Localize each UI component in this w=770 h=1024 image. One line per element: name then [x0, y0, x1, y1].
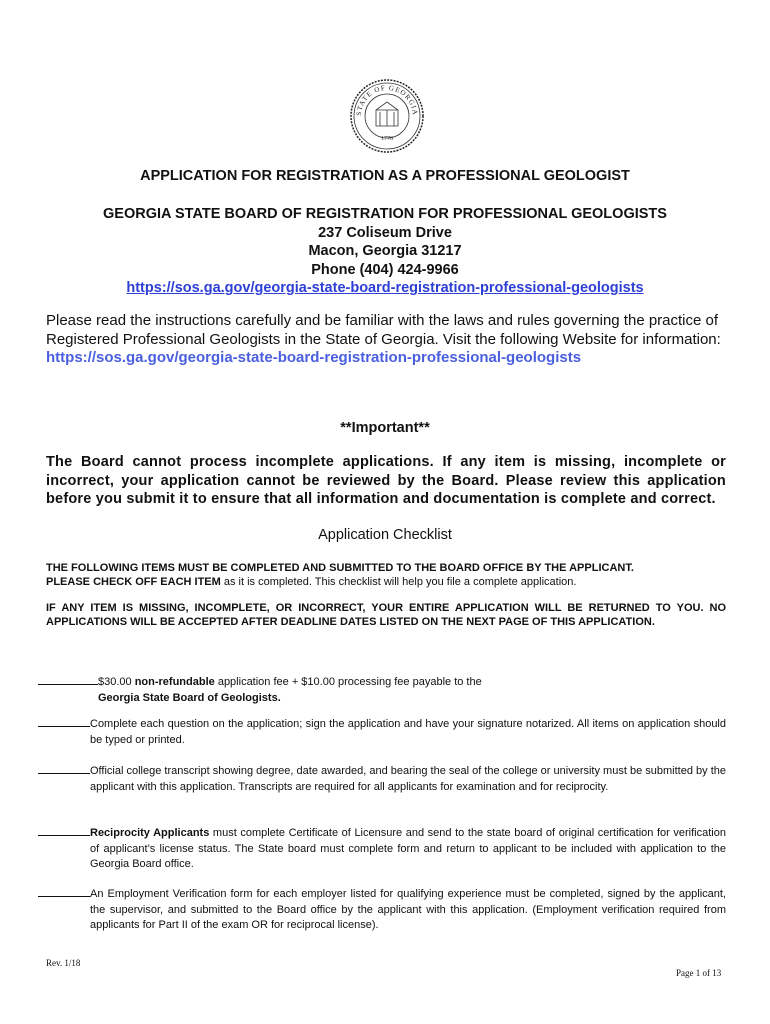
state-seal	[349, 78, 425, 154]
page-title: APPLICATION FOR REGISTRATION AS A PROFESSIONAL GEOLOGIST	[140, 168, 630, 184]
page-number: Page 1 of 13	[676, 968, 722, 978]
board-address-block	[0, 205, 770, 298]
checklist-item-complete	[90, 716, 726, 748]
checklist-instructions	[46, 561, 726, 589]
checklist-title: Application Checklist	[318, 527, 452, 543]
important-heading: **Important**	[340, 420, 430, 436]
board-name: GEORGIA STATE BOARD OF REGISTRATION FOR PROFESSIONAL GEOLOGISTS	[103, 206, 667, 222]
reciprocity-label: Reciprocity Applicants	[90, 827, 210, 839]
revision-label: Rev. 1/18	[46, 958, 81, 968]
check-blank[interactable]	[38, 674, 98, 685]
intro-website-link[interactable]: https://sos.ga.gov/georgia-state-board-registration-professional-geologists	[46, 349, 582, 366]
check-blank[interactable]	[38, 886, 90, 897]
checklist-instructions-rest: as it is completed. This checklist will help you file a complete application.	[220, 576, 577, 588]
checklist-item-fee	[38, 674, 658, 706]
board-phone: Phone (404) 424-9966	[311, 261, 459, 278]
checklist-instructions-bold: PLEASE CHECK OFF EACH ITEM	[46, 576, 221, 588]
fee-description: application fee + $10.00 processing fee payable to the	[214, 676, 482, 688]
check-blank[interactable]	[38, 716, 90, 727]
fee-amount: $30.00	[98, 676, 135, 688]
complete-text: Complete each question on the application; sign the application and have your signature notarized. All items on application should be typed or printed.	[90, 718, 726, 746]
checklist-instructions-line1: THE FOLLOWING ITEMS MUST BE COMPLETED AND SUBMITTED TO THE BOARD OFFICE BY THE APPLICANT.	[46, 562, 634, 574]
checklist-item-transcript	[90, 763, 726, 795]
checklist-item-reciprocity	[90, 825, 726, 873]
check-blank[interactable]	[38, 763, 90, 774]
reciprocity-text: must complete Certificate of Licensure and send to the state board of original certification for verification of applicant’s license status. The State board must complete form and return to applicant to be included with application to the Georgia Board office.	[90, 827, 726, 870]
board-city: Macon, Georgia 31217	[308, 243, 462, 259]
warning-paragraph: The Board cannot process incomplete applications. If any item is missing, incomplete or incorrect, your application cannot be reviewed by the Board. Please review this application before you submit it to ensure that all information and documentation is complete and correct.	[46, 454, 726, 507]
fee-nonrefundable: non-refundable	[134, 676, 215, 688]
return-warning: IF ANY ITEM IS MISSING, INCOMPLETE, OR INCORRECT, YOUR ENTIRE APPLICATION WILL BE RETURNED TO YOU. NO APPLICATIONS WILL BE ACCEPTED AFTER DEADLINE DATES LISTED ON THE NEXT PAGE OF THIS APPLICATION.	[46, 602, 726, 628]
seal-year: 1776	[381, 136, 393, 142]
transcript-text: Official college transcript showing degree, date awarded, and bearing the seal of the college or university must be submitted by the applicant with this application. Transcripts are required for all applicants for examination and for reciprocity.	[90, 765, 726, 793]
intro-paragraph	[46, 312, 736, 368]
board-street: 237 Coliseum Drive	[318, 224, 452, 241]
board-website-link[interactable]: https://sos.ga.gov/georgia-state-board-registration-professional-geologists	[126, 280, 644, 296]
intro-text: Please read the instructions carefully and be familiar with the laws and rules governing the practice of Registered Professional Geologists in the State of Georgia. Visit the following Website for information:	[46, 312, 721, 348]
seal-text-top: STATE OF GEORGIA	[354, 83, 420, 117]
employment-text: An Employment Verification form for each employer listed for qualifying experience must be completed, signed by the applicant, the supervisor, and submitted to the Board office by the applicant with this application. (Employment verification required from applicants for Part II of the exam OR for reciprocal license).	[90, 888, 726, 931]
check-blank[interactable]	[38, 825, 90, 836]
checklist-item-employment	[90, 886, 726, 934]
fee-payee: Georgia State Board of Geologists.	[98, 691, 281, 704]
